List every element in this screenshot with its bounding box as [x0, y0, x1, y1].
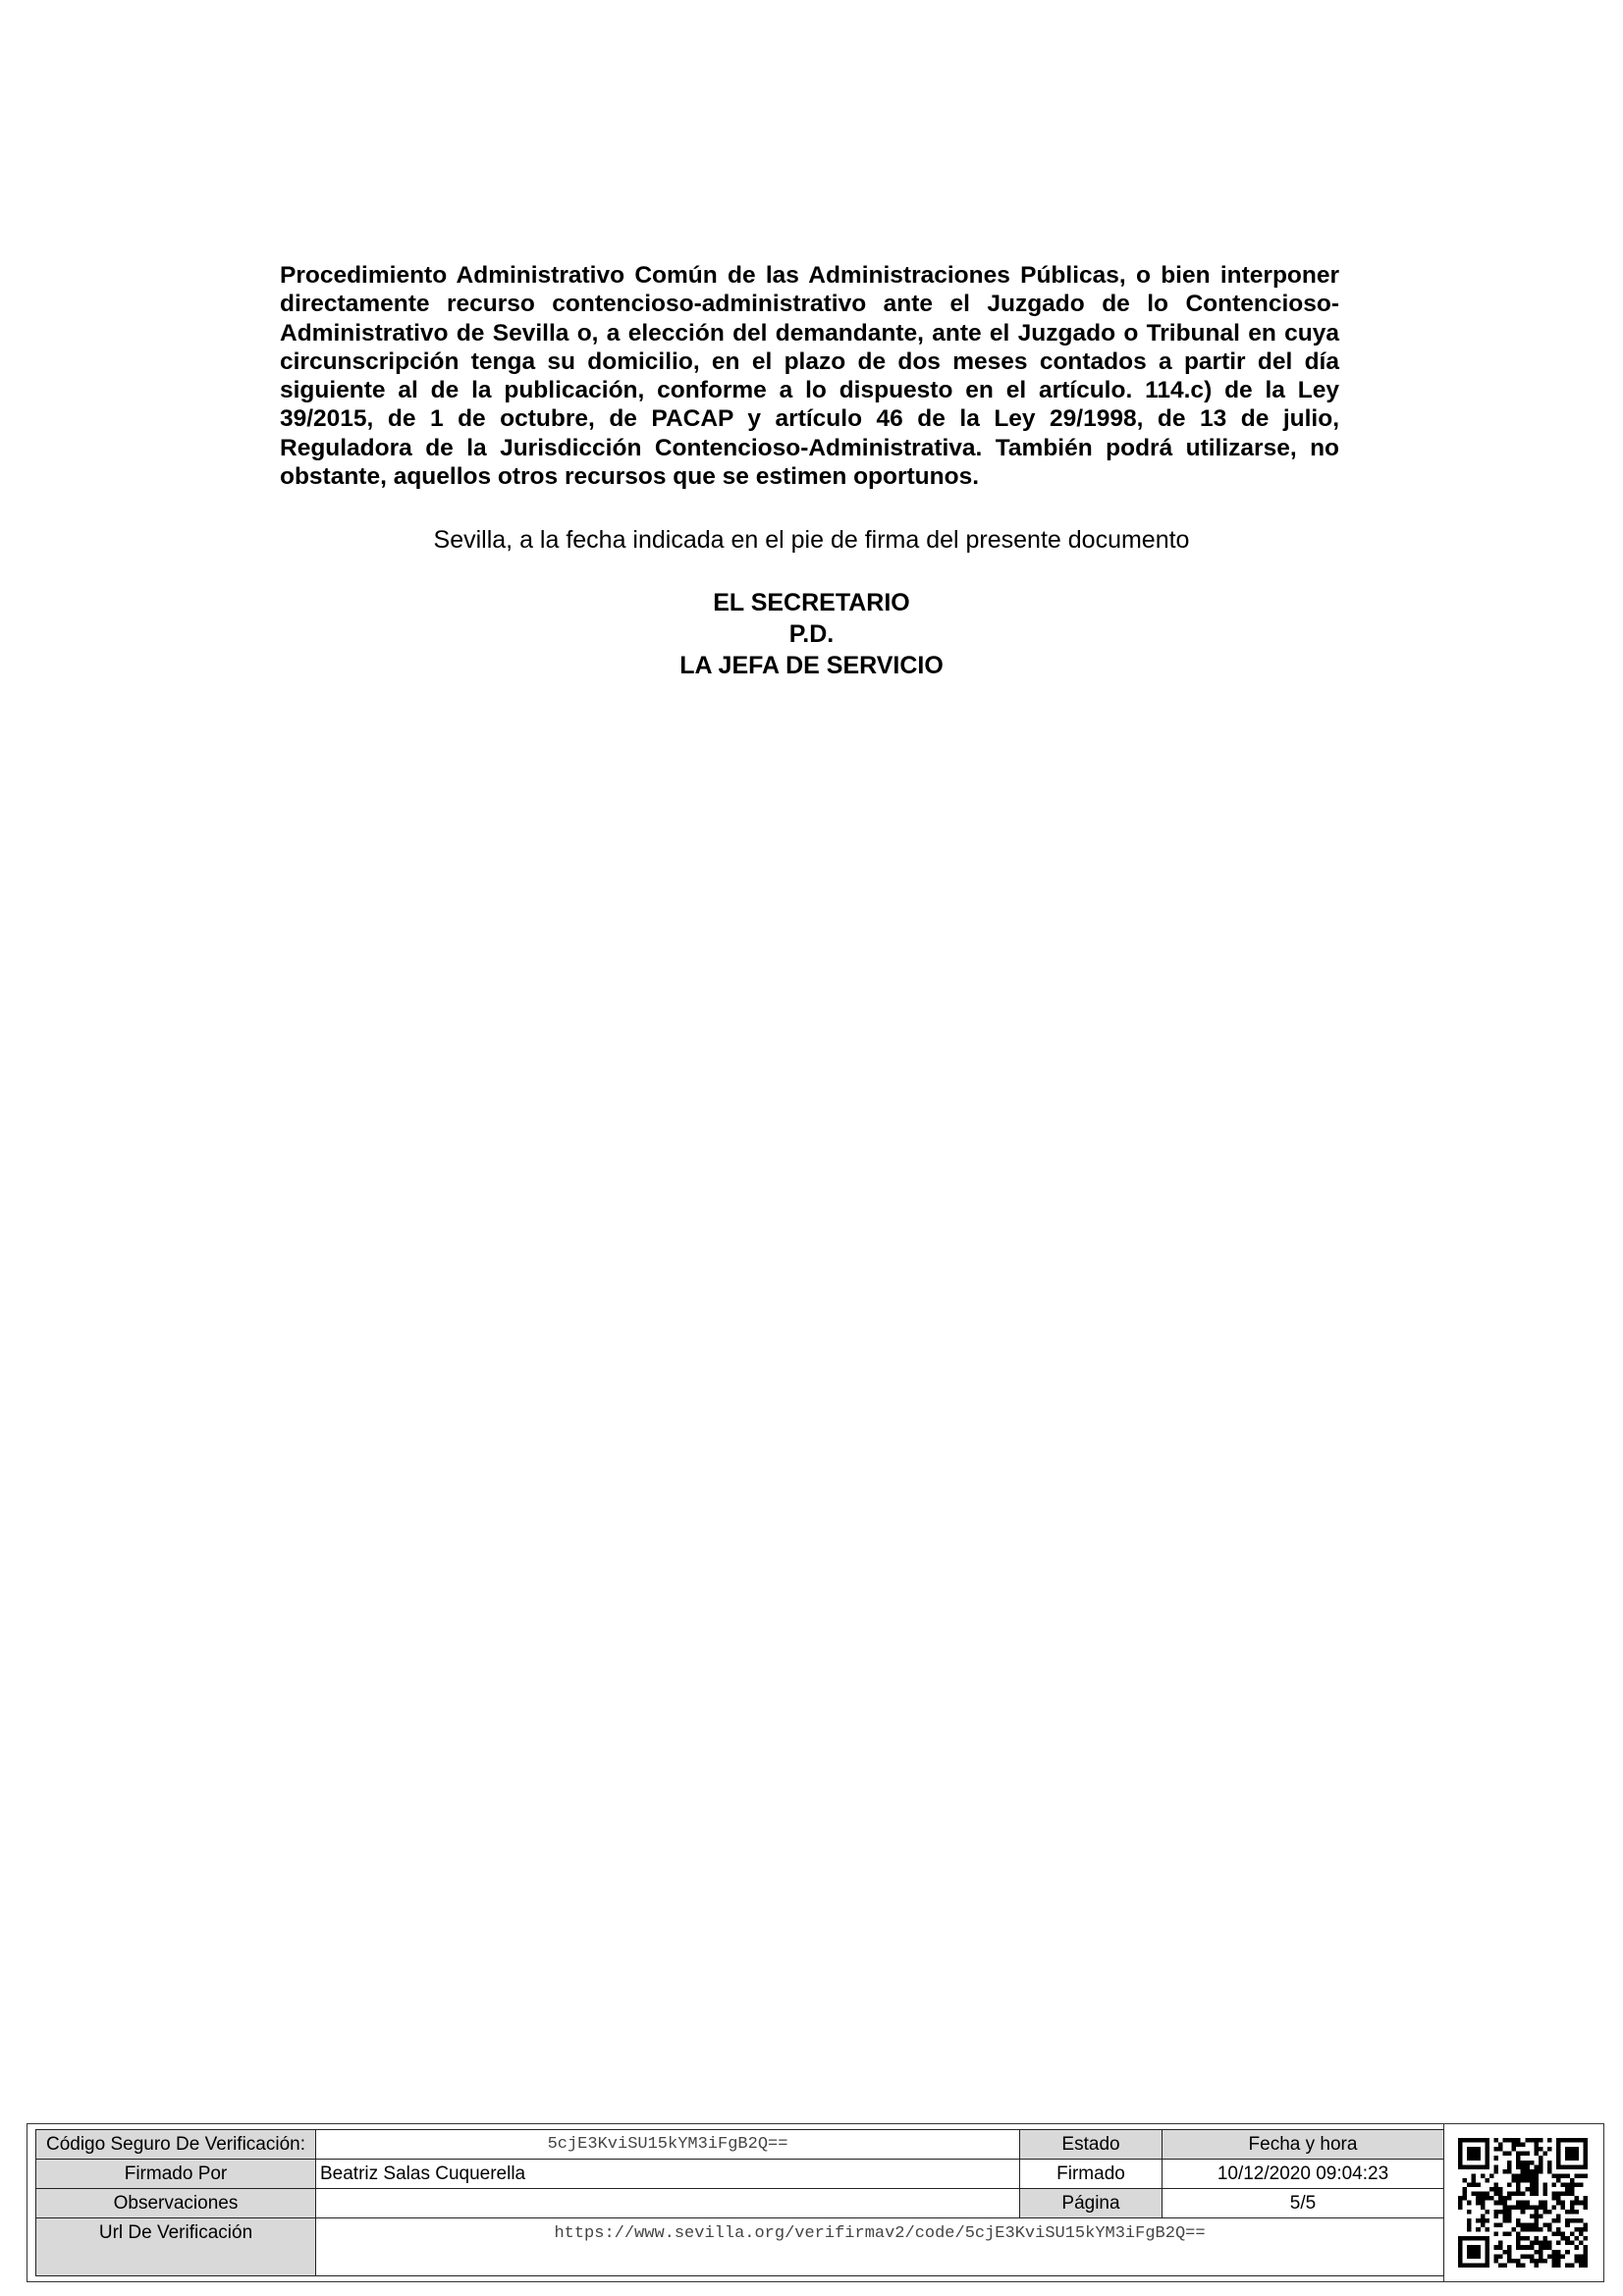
- fecha-value: 10/12/2020 09:04:23: [1163, 2160, 1444, 2189]
- estado-value: Firmado: [1020, 2160, 1163, 2189]
- firmado-por-value: Beatriz Salas Cuquerella: [316, 2160, 1020, 2189]
- fecha-label: Fecha y hora: [1163, 2130, 1444, 2160]
- pagina-value: 5/5: [1163, 2189, 1444, 2218]
- url-label: Url De Verificación: [36, 2218, 316, 2276]
- signature-title: EL SECRETARIO: [713, 589, 910, 616]
- body-paragraph: Procedimiento Administrativo Común de las Administraciones Públicas, o bien interponer directamente recurso contencioso-administrativo ante el Juzgado de lo Contencioso-Administrativo de Sevilla o, a elección del demandante, ante el Juzgado o Tribunal en cuya circunscripción tenga su domicilio, en el plazo de dos meses contados a partir del día siguiente al de la publicación, conforme a lo dispuesto en el artículo. 114.c) de la Ley 39/2015, de 1 de octubre, de PACAP y artículo 46 de la Ley 29/1998, de 13 de julio, Reguladora de la Jurisdicción Contencioso-Administrativa. También podrá utilizarse, no obstante, aquellos otros recursos que se estimen oportunos.: [280, 262, 1339, 491]
- firmado-por-label: Firmado Por: [36, 2160, 316, 2189]
- csv-label: Código Seguro De Verificación:: [36, 2130, 316, 2160]
- qr-code-icon: [1458, 2138, 1588, 2268]
- csv-value: 5cjE3KviSU15kYM3iFgB2Q==: [316, 2130, 1020, 2160]
- place-date: Sevilla, a la fecha indicada en el pie de firma del presente documento: [433, 526, 1190, 554]
- qr-modules: [1458, 2138, 1588, 2268]
- estado-label: Estado: [1020, 2130, 1163, 2160]
- observaciones-value: [316, 2189, 1020, 2218]
- signature-role: LA JEFA DE SERVICIO: [679, 652, 944, 679]
- signature-pd: P.D.: [788, 620, 835, 648]
- observaciones-label: Observaciones: [36, 2189, 316, 2218]
- url-value[interactable]: https://www.sevilla.org/verifirmav2/code/5cjE3KviSU15kYM3iFgB2Q==: [316, 2218, 1444, 2276]
- pagina-label: Página: [1020, 2189, 1163, 2218]
- verification-table: [35, 2129, 1444, 2276]
